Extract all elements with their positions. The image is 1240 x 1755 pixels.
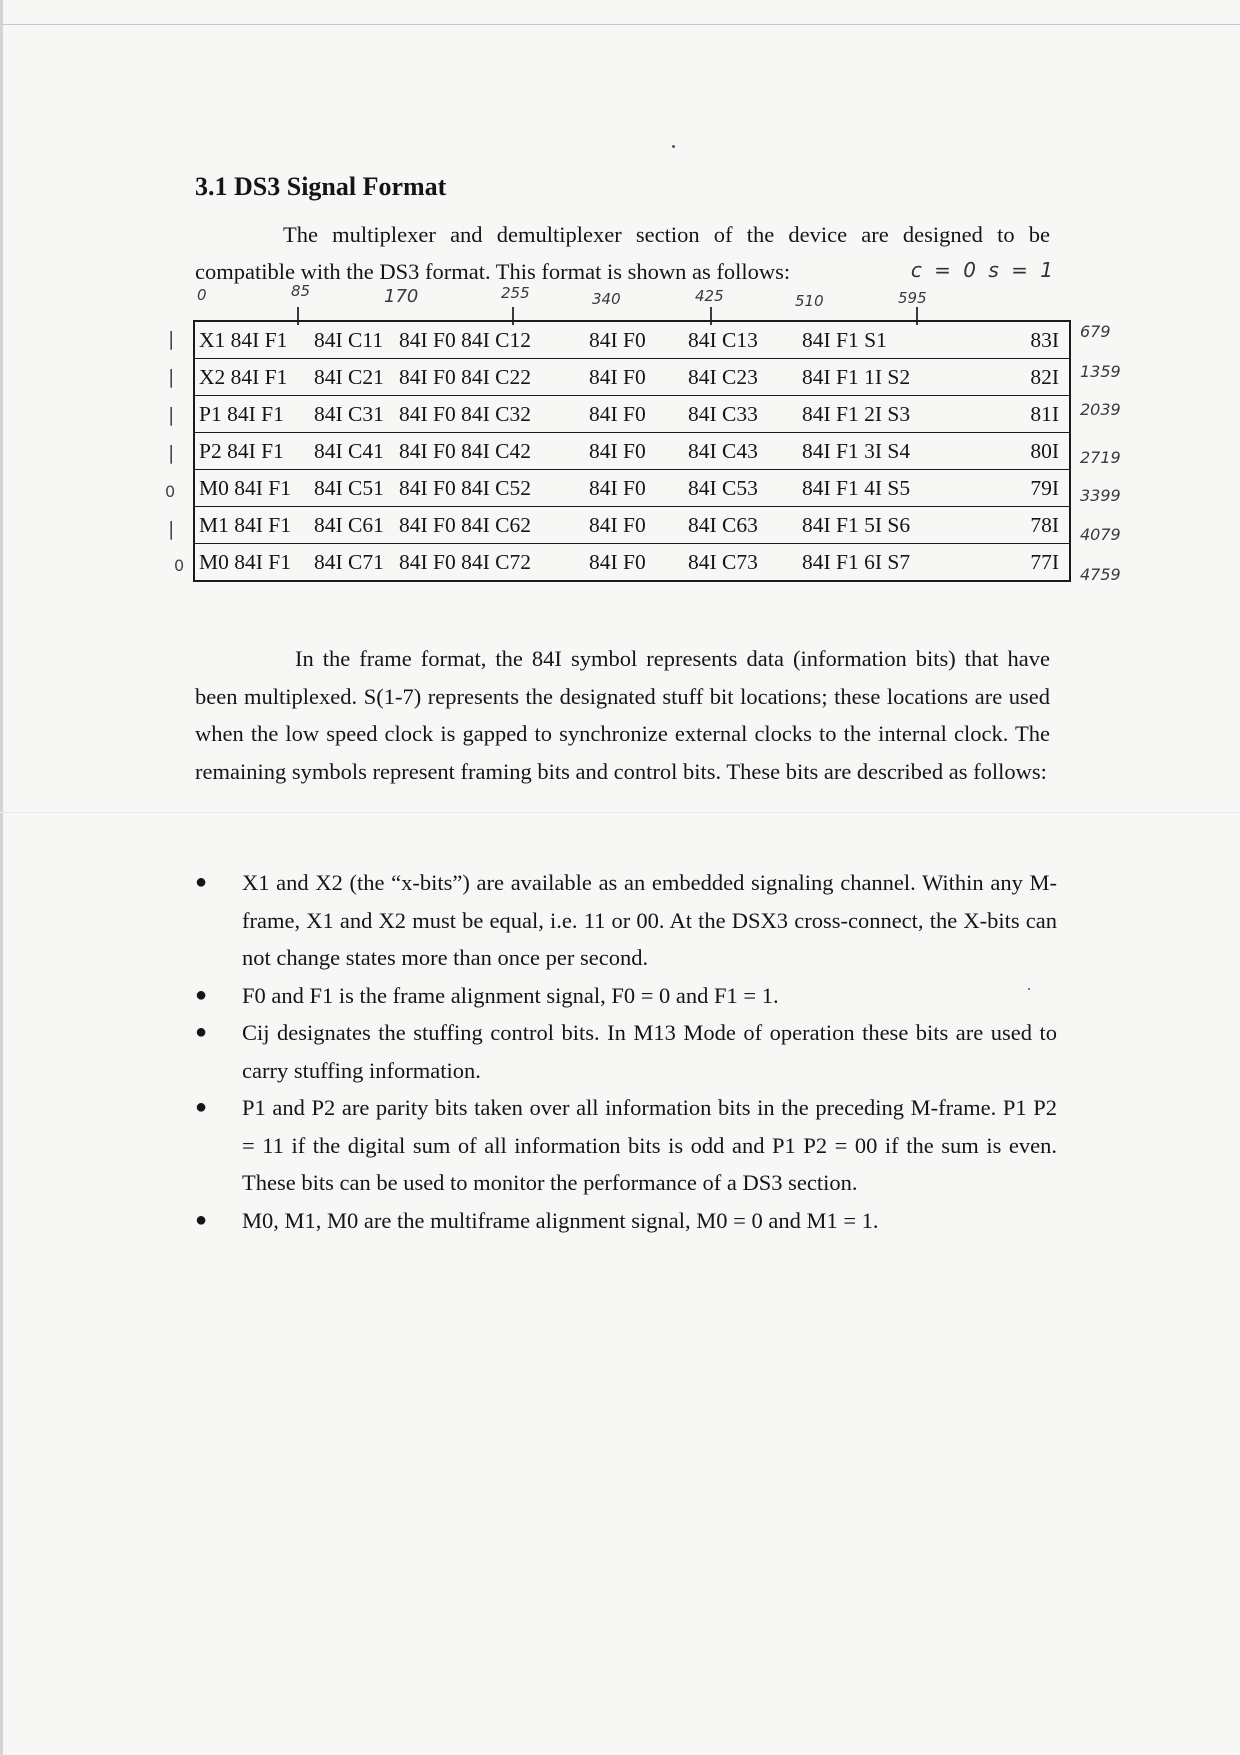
table-cell: 84I C41	[310, 433, 395, 470]
row-total: 2039	[1080, 400, 1121, 419]
list-item: ● F0 and F1 is the frame alignment signal, F0 = 0 and F1 = 1.	[195, 977, 1057, 1015]
row-mark: |	[168, 366, 175, 388]
row-total: 679	[1080, 322, 1111, 341]
table-cell: 84I C31	[310, 396, 395, 433]
offset-label: 170	[384, 286, 419, 307]
row-total: 4759	[1080, 565, 1121, 584]
table-cell: P2 84I F1	[194, 433, 310, 470]
table-cell: 84I C43	[684, 433, 798, 470]
table-cell: 84I F1 1I S2	[798, 359, 982, 396]
table-cell: 84I F1 3I S4	[798, 433, 982, 470]
offset-label: 255	[501, 284, 530, 302]
scan-edge-top	[0, 24, 1240, 25]
frame-description: In the frame format, the 84I symbol represents data (information bits) that have been multiplexed. S(1-7) represents the designated stuff bit locations; these locations are used when the low speed clock is gapped to synchronize external clocks to the internal clock. The remaining symbols represent framing bits and control bits. These bits are described as follows:	[195, 646, 1050, 784]
table-cell: 84I F1 4I S5	[798, 470, 982, 507]
table-cell: M1 84I F1	[194, 507, 310, 544]
table-cell: 84I C53	[684, 470, 798, 507]
table-cell: 84I C71	[310, 544, 395, 582]
row-mark: 0	[174, 556, 185, 575]
table-cell: 84I F0 84I C42	[395, 433, 585, 470]
table-row	[194, 321, 1070, 359]
table-cell: 84I F0 84I C52	[395, 470, 585, 507]
table-cell: 84I F0	[585, 433, 684, 470]
bit-descriptions	[195, 864, 1057, 1239]
list-item: ● Cij designates the stuffing control bits. In M13 Mode of operation these bits are used to carry stuffing information.	[195, 1014, 1057, 1089]
offset-label: 595	[898, 289, 927, 307]
table-cell: 81I	[982, 396, 1070, 433]
row-total: 4079	[1080, 525, 1121, 544]
table-cell: 84I C33	[684, 396, 798, 433]
table-row	[194, 433, 1070, 470]
row-total: 3399	[1080, 486, 1121, 505]
offset-label: 0	[197, 286, 207, 304]
table-cell: X2 84I F1	[194, 359, 310, 396]
list-item: ● M0, M1, M0 are the multiframe alignment signal, M0 = 0 and M1 = 1.	[195, 1202, 1057, 1240]
offset-label: 85	[291, 282, 311, 300]
table-cell: 84I F0 84I C12	[399, 327, 531, 352]
row-mark: |	[168, 518, 175, 540]
table-cell: 84I F0	[585, 359, 684, 396]
table-cell: 84I C13	[688, 327, 758, 352]
table-cell: 84I F0 84I C62	[395, 507, 585, 544]
table-row	[194, 507, 1070, 544]
table-cell: 84I F0	[585, 470, 684, 507]
table-cell: 84I C23	[684, 359, 798, 396]
list-item: ● P1 and P2 are parity bits taken over all information bits in the preceding M-frame. P1 P2 = 11 if the digital sum of all information bits is odd and P1 P2 = 00 if the sum is even. These bits can be used to monitor the performance of a DS3 section.	[195, 1089, 1057, 1202]
table-cell: 84I C73	[684, 544, 798, 582]
section-title: 3.1 DS3 Signal Format	[195, 172, 447, 201]
offset-label: 510	[795, 292, 824, 310]
table-cell: 78I	[982, 507, 1070, 544]
table-cell: 84I F1 S1	[802, 327, 887, 352]
table-cell: 84I C21	[310, 359, 395, 396]
table-cell: X1 84I F1	[199, 327, 288, 352]
table-cell: 84I F0 84I C22	[395, 359, 585, 396]
row-mark: |	[168, 442, 175, 464]
table-cell: 79I	[982, 470, 1070, 507]
table-cell: 84I F0 84I C32	[395, 396, 585, 433]
table-cell: 84I F0	[585, 396, 684, 433]
table-row	[194, 396, 1070, 433]
table-cell: 84I F1 6I S7	[798, 544, 982, 582]
row-mark: 0	[165, 482, 176, 501]
table-row	[194, 470, 1070, 507]
table-cell: 84I C11	[314, 327, 384, 352]
ds3-frame-table	[193, 320, 1071, 582]
intro-paragraph	[195, 216, 1056, 290]
paper-fold-line	[0, 812, 1240, 813]
list-item: ● X1 and X2 (the “x-bits”) are available as an embedded signaling channel. Within any M-frame, X1 and X2 must be equal, i.e. 11 or 00. At the DSX3 cross-connect, the X-bits can not change states more than once per second.	[195, 864, 1057, 977]
table-cell: 84I F0 84I C72	[395, 544, 585, 582]
table-cell: 84I C61	[310, 507, 395, 544]
table-cell: 83I	[1030, 327, 1059, 352]
table-cell: P1 84I F1	[194, 396, 310, 433]
intro-text: The multiplexer and demultiplexer section of the device are designed to be compatible with the DS3 format. This format is shown as follows:	[195, 222, 1050, 284]
scan-edge-left	[0, 0, 3, 1755]
table-cell: 84I F0	[585, 507, 684, 544]
table-cell: 84I F0	[589, 327, 646, 352]
offset-label: 425	[695, 287, 724, 305]
table-cell: M0 84I F1	[194, 544, 310, 582]
table-cell: 80I	[982, 433, 1070, 470]
table-cell: 84I F1 5I S6	[798, 507, 982, 544]
table-cell: 84I C63	[684, 507, 798, 544]
table-cell: 77I	[982, 544, 1070, 582]
table-cell: 84I C51	[310, 470, 395, 507]
table-cell: M0 84I F1	[194, 470, 310, 507]
table-cell: 84I F1 2I S3	[798, 396, 982, 433]
row-total: 1359	[1080, 362, 1121, 381]
table-cell: 82I	[982, 359, 1070, 396]
row-total: 2719	[1080, 448, 1121, 467]
offset-label: 340	[592, 290, 621, 308]
row-mark: |	[168, 404, 175, 426]
scan-speck	[672, 145, 675, 148]
row-mark: |	[168, 328, 175, 350]
table-row	[194, 359, 1070, 396]
table-cell: 84I F0	[585, 544, 684, 582]
handwritten-note: c = 0 s = 1	[910, 258, 1056, 282]
table-row	[194, 544, 1070, 582]
